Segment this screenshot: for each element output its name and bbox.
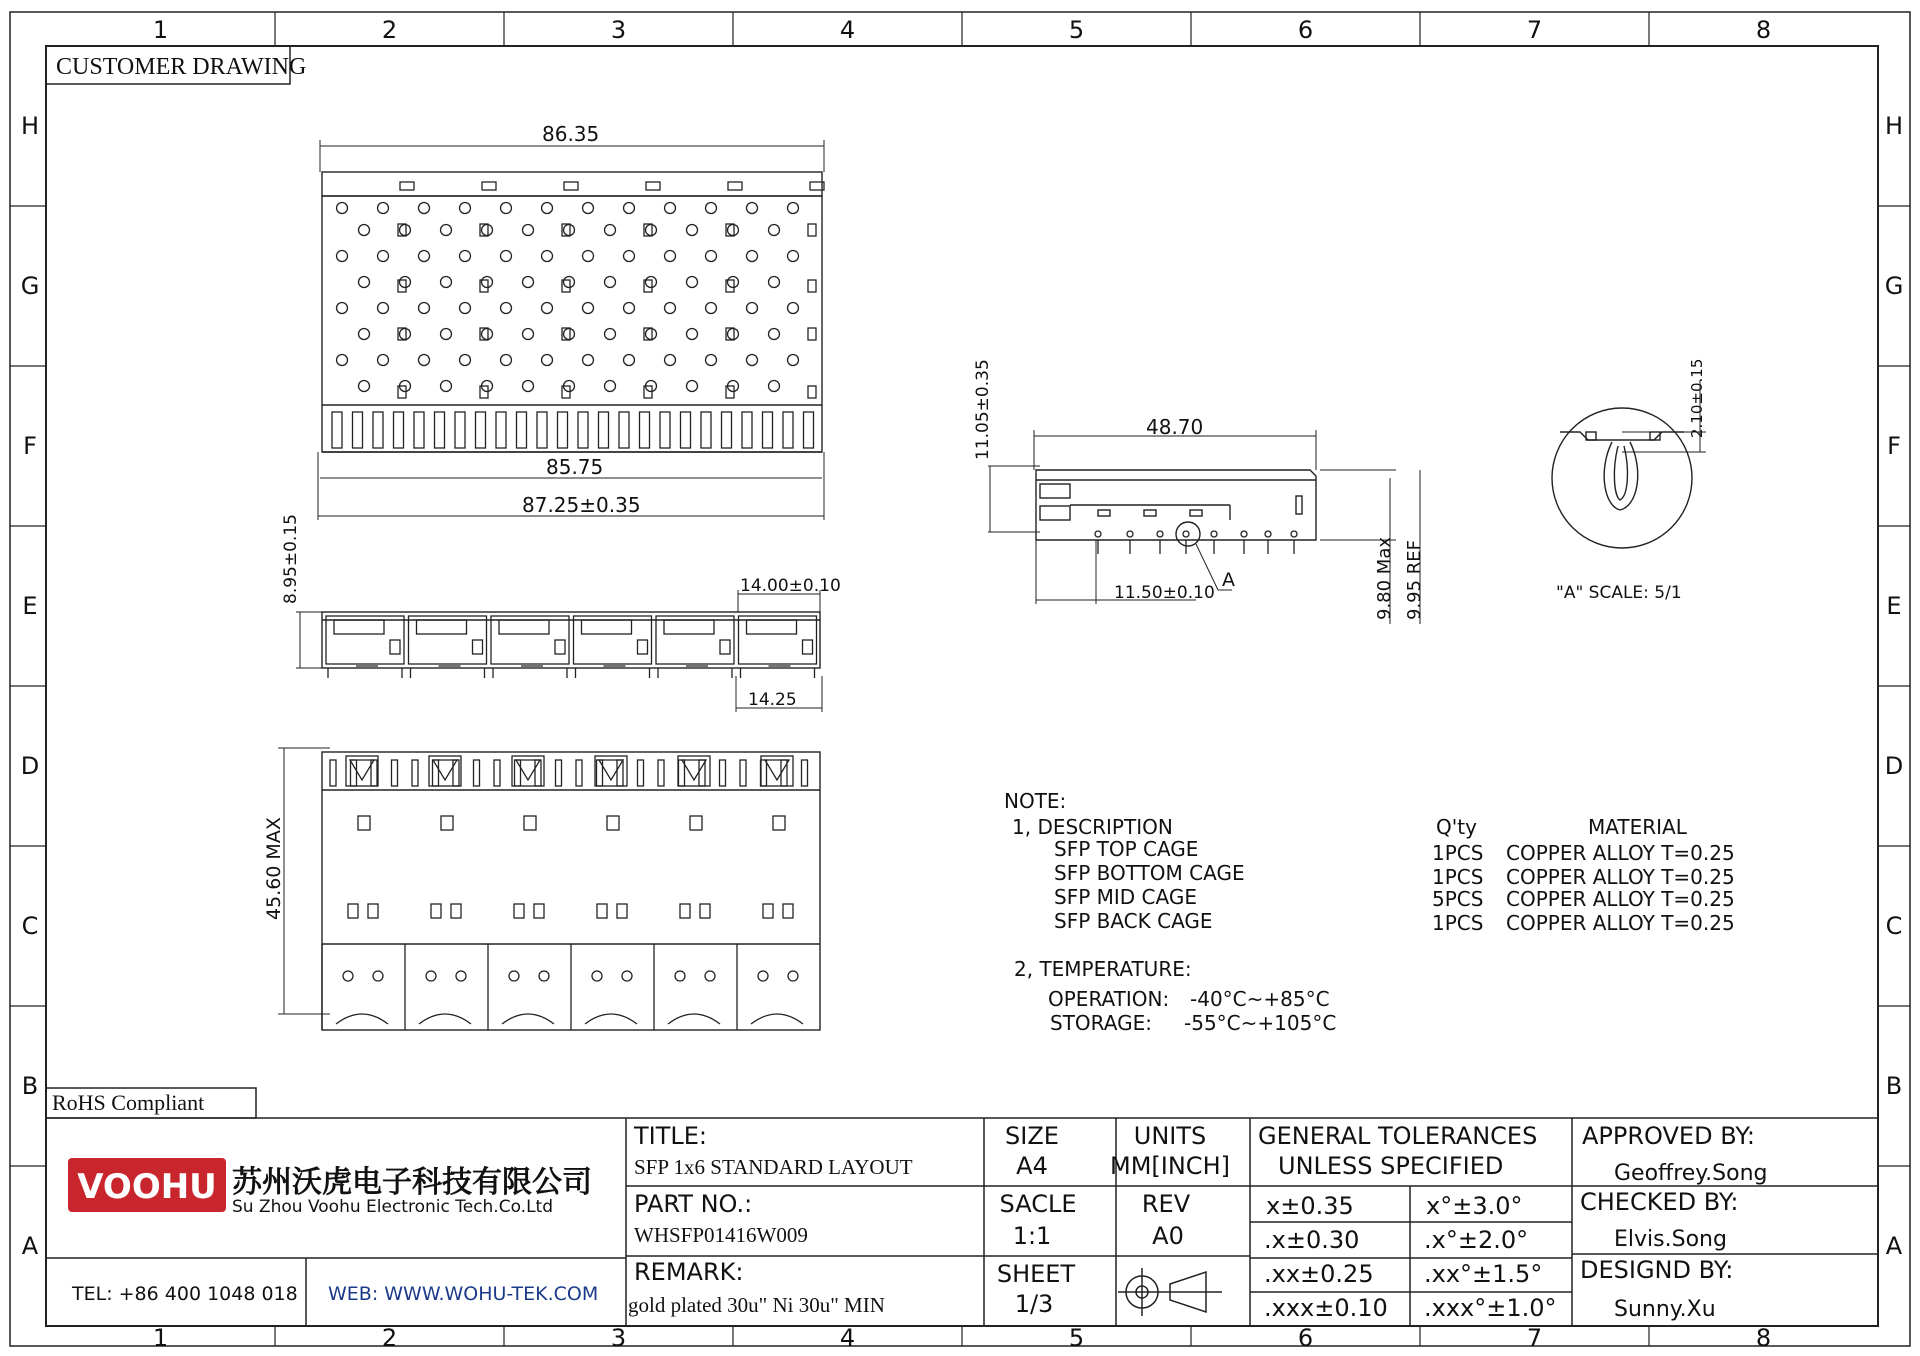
approved-value: Geoffrey.Song: [1614, 1161, 1768, 1186]
frame-row-label: H: [1884, 112, 1904, 140]
dim-top-width: 86.35: [542, 122, 600, 146]
tol-angle-2: .xx°±1.5°: [1424, 1260, 1543, 1288]
dim-port-width: 14.00±0.10: [740, 576, 841, 596]
detail-scale: "A" SCALE: 5/1: [1556, 583, 1682, 603]
frame-column-label: 7: [1526, 1324, 1543, 1352]
frame-row-label: D: [20, 752, 40, 780]
sheet-label: SHEET: [996, 1260, 1076, 1288]
frame-row-label: G: [1884, 272, 1904, 300]
storage-value: -55°C~+105°C: [1184, 1011, 1337, 1035]
checked-label: CHECKED BY:: [1580, 1188, 1739, 1216]
storage-label: STORAGE:: [1050, 1011, 1152, 1035]
part-no-label: PART NO.:: [634, 1190, 753, 1218]
title-label: TITLE:: [634, 1122, 708, 1150]
designed-value: Sunny.Xu: [1614, 1297, 1716, 1322]
frame-column-label: 1: [152, 16, 169, 44]
part-material-3: COPPER ALLOY T=0.25: [1506, 887, 1735, 911]
units-value: MM[INCH]: [1110, 1152, 1230, 1180]
company-web: WEB: WWW.WOHU-TEK.COM: [328, 1283, 599, 1305]
remark-value: gold plated 30u" Ni 30u" MIN: [628, 1293, 885, 1317]
company-name-en: Su Zhou Voohu Electronic Tech.Co.Ltd: [232, 1197, 554, 1217]
dim-side-max: 9.80 Max: [1374, 536, 1395, 620]
frame-column-label: 2: [381, 1324, 398, 1352]
tol-angle-0: x°±3.0°: [1426, 1192, 1523, 1220]
part-material-4: COPPER ALLOY T=0.25: [1506, 911, 1735, 935]
part-no-value: WHSFP01416W009: [634, 1223, 808, 1247]
frame-column-label: 4: [839, 16, 856, 44]
frame-row-label: C: [21, 912, 39, 940]
size-label: SIZE: [1005, 1122, 1059, 1150]
scale-value: 1:1: [1012, 1222, 1052, 1250]
dim-port-pitch: 14.25: [748, 690, 797, 710]
tol-angle-1: .x°±2.0°: [1424, 1226, 1529, 1254]
frame-row-label: B: [21, 1072, 39, 1100]
part-qty-3: 5PCS: [1432, 887, 1484, 911]
frame-row-label: A: [1885, 1232, 1903, 1260]
frame-row-label: A: [21, 1232, 39, 1260]
part-material-2: COPPER ALLOY T=0.25: [1506, 865, 1735, 889]
dim-detail: 2.10±0.15: [1688, 358, 1706, 438]
part-name-3: SFP MID CAGE: [1054, 885, 1197, 909]
frame-column-label: 6: [1297, 16, 1314, 44]
dim-front-height: 8.95±0.15: [281, 514, 301, 604]
sheet-value: 1/3: [1014, 1290, 1054, 1318]
frame-column-label: 4: [839, 1324, 856, 1352]
frame-row-label: H: [20, 112, 40, 140]
frame-row-label: E: [22, 592, 38, 620]
remark-label: REMARK:: [634, 1258, 744, 1286]
frame-row-label: F: [23, 432, 37, 460]
tol-linear-3: .xxx±0.10: [1264, 1294, 1388, 1322]
svg-text:CUSTOMER DRAWING: CUSTOMER DRAWING: [56, 54, 307, 80]
dim-plan-height: 45.60 MAX: [263, 817, 285, 920]
part-qty-4: 1PCS: [1432, 911, 1484, 935]
frame-column-label: 1: [152, 1324, 169, 1352]
note-heading: NOTE:: [1004, 789, 1067, 813]
tol-angle-3: .xxx°±1.0°: [1424, 1294, 1557, 1322]
tol-header-1: GENERAL TOLERANCES: [1258, 1122, 1538, 1150]
frame-row-label: G: [20, 272, 40, 300]
svg-text:RoHS Compliant: RoHS Compliant: [52, 1090, 205, 1115]
frame-column-label: 7: [1526, 16, 1543, 44]
title-value: SFP 1x6 STANDARD LAYOUT: [634, 1155, 913, 1179]
approved-label: APPROVED BY:: [1582, 1122, 1755, 1150]
note-material-header: MATERIAL: [1588, 815, 1687, 839]
svg-text:VOOHU: VOOHU: [77, 1167, 217, 1207]
part-qty-2: 1PCS: [1432, 865, 1484, 889]
tol-header-2: UNLESS SPECIFIED: [1278, 1152, 1504, 1180]
tol-linear-0: x±0.35: [1266, 1192, 1354, 1220]
frame-columns-top: [153, 12, 1771, 46]
scale-label: SACLE: [999, 1190, 1077, 1218]
note-qty-header: Q'ty: [1436, 815, 1477, 839]
designed-label: DESIGND BY:: [1580, 1256, 1734, 1284]
frame-column-label: 8: [1755, 1324, 1772, 1352]
dim-side-length: 48.70: [1146, 415, 1204, 439]
dim-bottom-inner: 85.75: [546, 455, 604, 479]
frame-column-label: 8: [1755, 16, 1772, 44]
dim-side-ref: 9.95 REF: [1404, 539, 1425, 620]
frame-row-label: C: [1885, 912, 1903, 940]
frame-column-label: 6: [1297, 1324, 1314, 1352]
note-item-2: 2, TEMPERATURE:: [1014, 957, 1192, 981]
operation-value: -40°C~+85°C: [1190, 987, 1330, 1011]
part-qty-1: 1PCS: [1432, 841, 1484, 865]
size-value: A4: [1016, 1152, 1048, 1180]
units-label: UNITS: [1133, 1122, 1207, 1150]
tol-linear-1: .x±0.30: [1264, 1226, 1360, 1254]
frame-row-label: B: [1885, 1072, 1903, 1100]
company-name-cn: 苏州沃虎电子科技有限公司: [232, 1165, 592, 1200]
part-name-1: SFP TOP CAGE: [1054, 837, 1199, 861]
operation-label: OPERATION:: [1048, 987, 1170, 1011]
frame-row-label: D: [1884, 752, 1904, 780]
part-name-2: SFP BOTTOM CAGE: [1054, 861, 1245, 885]
frame-column-label: 5: [1068, 1324, 1085, 1352]
frame-row-label: E: [1886, 592, 1902, 620]
frame-column-label: 3: [610, 1324, 627, 1352]
checked-value: Elvis.Song: [1614, 1227, 1727, 1252]
frame-column-label: 2: [381, 16, 398, 44]
part-material-1: COPPER ALLOY T=0.25: [1506, 841, 1735, 865]
detail-callout-a: A: [1222, 569, 1235, 591]
frame-row-label: F: [1887, 432, 1901, 460]
part-name-4: SFP BACK CAGE: [1054, 909, 1213, 933]
rev-value: A0: [1152, 1222, 1184, 1250]
company-logo: [68, 1158, 226, 1212]
note-item-1: 1, DESCRIPTION: [1012, 815, 1173, 839]
tol-linear-2: .xx±0.25: [1264, 1260, 1374, 1288]
company-tel: TEL: +86 400 1048 018: [72, 1283, 298, 1305]
frame-column-label: 5: [1068, 16, 1085, 44]
dim-side-offset: 11.50±0.10: [1114, 583, 1215, 603]
dim-side-height: 11.05±0.35: [973, 359, 993, 460]
frame-column-label: 3: [610, 16, 627, 44]
rev-label: REV: [1141, 1190, 1191, 1218]
dim-bottom-total: 87.25±0.35: [522, 493, 641, 517]
